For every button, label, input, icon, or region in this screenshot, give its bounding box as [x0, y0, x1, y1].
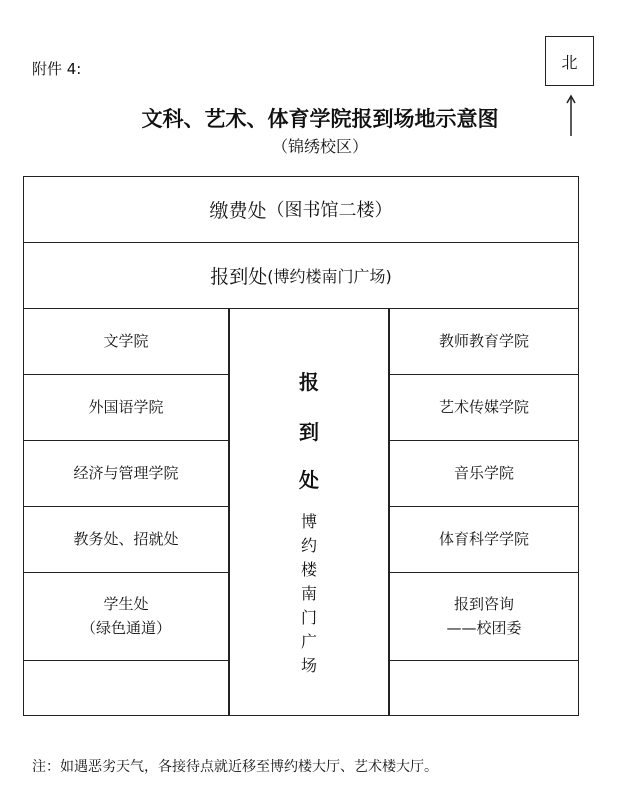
footer-note: 注：如遇恶劣天气，各接待点就近移至博约楼大厅、艺术楼大厅。 [32, 759, 438, 775]
right-cell-text: 体育科学学院 [438, 530, 529, 548]
left-cell-6 [23, 660, 229, 716]
registration-area [23, 242, 579, 309]
payment-area [23, 176, 579, 243]
center-small-char: 博 [300, 512, 317, 531]
right-cell-text: 报到咨询 [453, 595, 514, 613]
right-cell-text: 音乐学院 [453, 464, 514, 482]
center-registration-column [228, 308, 390, 716]
right-cell-6 [389, 660, 579, 716]
center-small-char: 门 [300, 608, 317, 627]
payment-area-location: （图书馆二楼） [266, 200, 393, 221]
attachment-label: 附件 4: [32, 60, 82, 78]
left-cell-4 [23, 506, 229, 573]
center-small-char: 场 [300, 656, 317, 675]
payment-area-label: 缴费处 [209, 199, 267, 222]
center-big-char: 到 [299, 420, 319, 444]
left-cell-text: 文学院 [103, 332, 149, 350]
left-cell-3 [23, 440, 229, 507]
right-cell-3 [389, 440, 579, 507]
left-cell-text: 外国语学院 [88, 398, 164, 416]
center-small-char: 楼 [300, 560, 317, 579]
left-cell-text: 教务处、招就处 [73, 530, 179, 548]
center-big-char: 报 [299, 370, 319, 394]
center-small-char: 约 [300, 536, 317, 555]
right-cell-text: ——校团委 [446, 619, 522, 637]
center-small-char: 广 [300, 632, 317, 651]
page-subtitle: （锦绣校区） [271, 137, 368, 156]
registration-area-location: (博约楼南门广场) [267, 266, 392, 286]
left-cell-5 [23, 572, 229, 661]
right-cell-1 [389, 308, 579, 375]
left-cell-text: 经济与管理学院 [73, 464, 179, 482]
right-cell-5 [389, 572, 579, 661]
center-small-char: 南 [300, 584, 317, 603]
registration-area-label: 报到处 [210, 265, 268, 288]
left-cell-1 [23, 308, 229, 375]
right-cell-text: 艺术传媒学院 [438, 398, 529, 416]
right-cell-text: 教师教育学院 [438, 332, 529, 350]
right-cell-4 [389, 506, 579, 573]
page-title: 文科、艺术、体育学院报到场地示意图 [141, 106, 499, 131]
left-cell-2 [23, 374, 229, 441]
arrow-up-icon [566, 94, 576, 136]
north-indicator [545, 36, 594, 86]
left-cell-text: 学生处 [103, 595, 149, 613]
north-label: 北 [561, 52, 578, 72]
right-cell-2 [389, 374, 579, 441]
center-big-char: 处 [299, 468, 319, 492]
left-cell-text: （绿色通道） [80, 619, 171, 637]
